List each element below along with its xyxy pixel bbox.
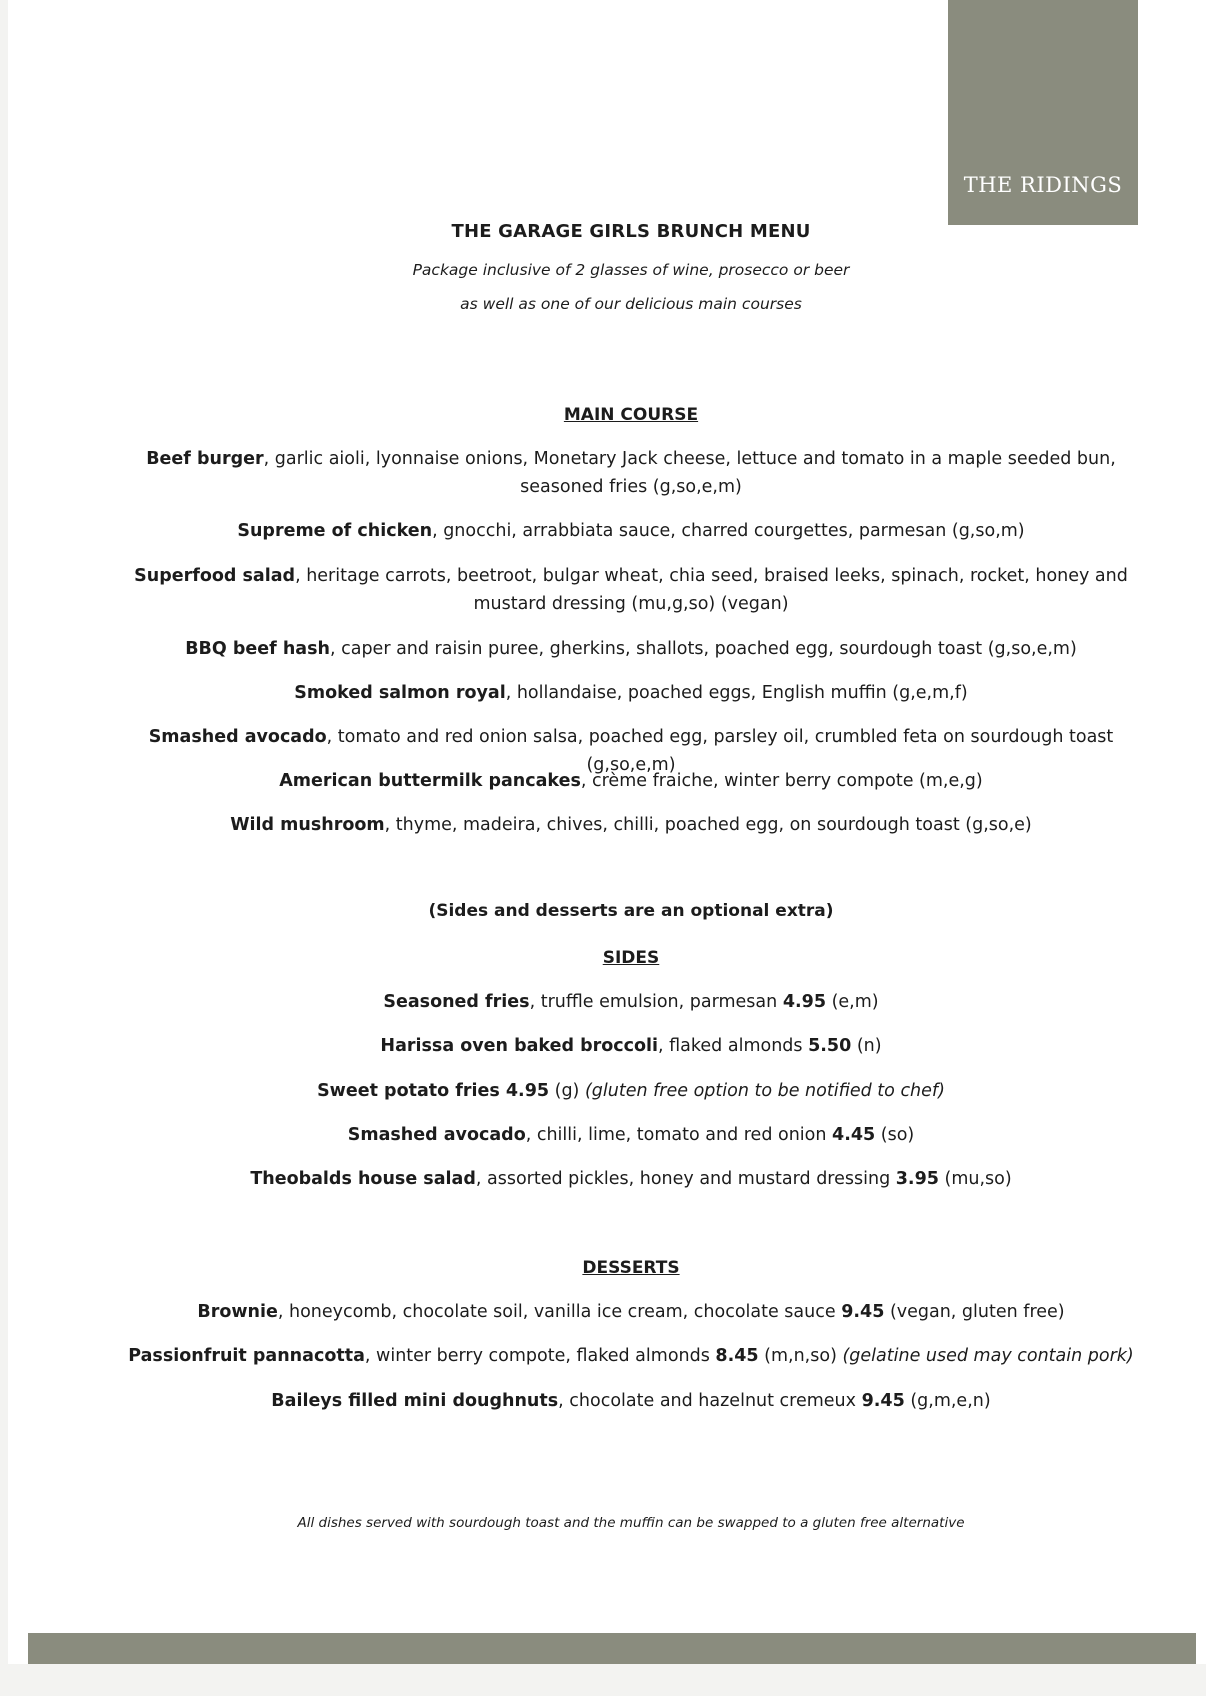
side-item-desc: , flaked almonds — [658, 1036, 809, 1056]
side-item-desc: , chilli, lime, tomato and red onion — [525, 1125, 833, 1145]
main-item-name: American buttermilk pancakes — [279, 771, 581, 791]
main-item-smoked-salmon-royal — [108, 679, 1154, 707]
side-item-price: 3.95 — [895, 1169, 939, 1189]
main-item-desc: , crème fraiche, winter berry compote (m,e,g) — [580, 771, 983, 791]
main-item-name: Smashed avocado — [148, 727, 327, 747]
main-item-desc: , caper and raisin puree, gherkins, shallots, poached egg, sourdough toast (g,so,e,m) — [329, 639, 1077, 659]
side-item-allergens: (mu,so) — [938, 1169, 1012, 1189]
dessert-item-desc: , chocolate and hazelnut cremeux — [558, 1391, 862, 1411]
side-item-name: Seasoned fries — [383, 992, 530, 1012]
side-item-name: Theobalds house salad — [250, 1169, 476, 1189]
side-item-price: 4.95 — [505, 1081, 550, 1101]
side-item-allergens: (g) — [549, 1081, 585, 1101]
desserts-heading: DESSERTS — [582, 1258, 680, 1278]
main-item-bbq-beef-hash — [108, 635, 1154, 663]
main-course-heading: MAIN COURSE — [563, 405, 699, 425]
footnote: All dishes served with sourdough toast and the muffin can be swapped to a gluten free alternative — [297, 1515, 965, 1531]
bottom-bar — [28, 1633, 1196, 1664]
brand-name: THE RIDINGS — [963, 173, 1123, 197]
dessert-item-name: Baileys filled mini doughnuts — [271, 1391, 559, 1411]
side-item-name: Sweet potato fries — [317, 1081, 506, 1101]
optional-extras-note: (Sides and desserts are an optional extra) — [428, 901, 834, 921]
main-item-desc: , garlic aioli, lyonnaise onions, Monetary Jack cheese, lettuce and tomato in a maple seeded bun, seasoned fries (g,so,e,m) — [263, 449, 1116, 497]
main-item-desc: , hollandaise, poached eggs, English muffin (g,e,m,f) — [505, 683, 968, 703]
dessert-item-price: 9.45 — [841, 1302, 885, 1322]
main-item-name: Superfood salad — [134, 566, 296, 586]
main-item-superfood-salad — [108, 562, 1154, 618]
dessert-item-allergens: (g,m,e,n) — [904, 1391, 991, 1411]
main-item-name: Smoked salmon royal — [294, 683, 506, 703]
dessert-item — [108, 1387, 1154, 1415]
main-item-beef-burger — [108, 445, 1154, 501]
side-item-name: Smashed avocado — [347, 1125, 526, 1145]
dessert-item-desc: , honeycomb, chocolate soil, vanilla ice cream, chocolate sauce — [277, 1302, 842, 1322]
main-item-name: Wild mushroom — [230, 815, 385, 835]
side-item-allergens: (so) — [875, 1125, 915, 1145]
brand-block — [948, 0, 1138, 225]
menu-subtitle-line-2: as well as one of our delicious main courses — [460, 295, 802, 313]
side-item-allergens: (e,m) — [826, 992, 879, 1012]
dessert-item-allergens: (vegan, gluten free) — [884, 1302, 1065, 1322]
dessert-item — [108, 1342, 1154, 1370]
side-item — [108, 1077, 1154, 1105]
main-item-name: Supreme of chicken — [237, 521, 433, 541]
main-item-desc: , heritage carrots, beetroot, bulgar wheat, chia seed, braised leeks, spinach, rocket, honey and mustard dressing (mu,g,so) (vegan) — [295, 566, 1128, 614]
main-item-desc: , thyme, madeira, chives, chilli, poached egg, on sourdough toast (g,so,e) — [384, 815, 1032, 835]
dessert-item-desc: , winter berry compote, flaked almonds — [364, 1346, 716, 1366]
dessert-item-name: Brownie — [197, 1302, 278, 1322]
dessert-item-price: 8.45 — [715, 1346, 759, 1366]
menu-title: THE GARAGE GIRLS BRUNCH MENU — [451, 221, 811, 242]
main-item-buttermilk-pancakes — [108, 767, 1154, 795]
side-item — [108, 988, 1154, 1016]
sides-heading: SIDES — [602, 948, 660, 968]
menu-subtitle-line-1: Package inclusive of 2 glasses of wine, prosecco or beer — [412, 261, 850, 279]
dessert-item — [108, 1298, 1154, 1326]
main-item-name: Beef burger — [146, 449, 264, 469]
main-item-wild-mushroom — [108, 811, 1154, 839]
side-item — [108, 1121, 1154, 1149]
side-item-price: 5.50 — [808, 1036, 852, 1056]
main-item-name: BBQ beef hash — [185, 639, 330, 659]
side-item-price: 4.95 — [782, 992, 826, 1012]
main-item-supreme-of-chicken — [108, 517, 1154, 545]
dessert-item-name: Passionfruit pannacotta — [128, 1346, 365, 1366]
dessert-item-note: (gelatine used may contain pork) — [842, 1346, 1134, 1366]
side-item — [108, 1165, 1154, 1193]
dessert-item-allergens: (m,n,so) — [758, 1346, 843, 1366]
side-item-note: (gluten free option to be notified to chef) — [584, 1081, 945, 1101]
menu-page — [8, 0, 1206, 1664]
side-item-allergens: (n) — [851, 1036, 882, 1056]
side-item-name: Harissa oven baked broccoli — [380, 1036, 659, 1056]
main-item-desc: , tomato and red onion salsa, poached egg, parsley oil, crumbled feta on sourdough toast (g,so,e,m) — [326, 727, 1114, 775]
side-item — [108, 1032, 1154, 1060]
side-item-desc: , assorted pickles, honey and mustard dressing — [475, 1169, 896, 1189]
main-item-desc: , gnocchi, arrabbiata sauce, charred courgettes, parmesan (g,so,m) — [432, 521, 1025, 541]
dessert-item-price: 9.45 — [861, 1391, 905, 1411]
side-item-desc: , truffle emulsion, parmesan — [529, 992, 783, 1012]
side-item-price: 4.45 — [832, 1125, 876, 1145]
